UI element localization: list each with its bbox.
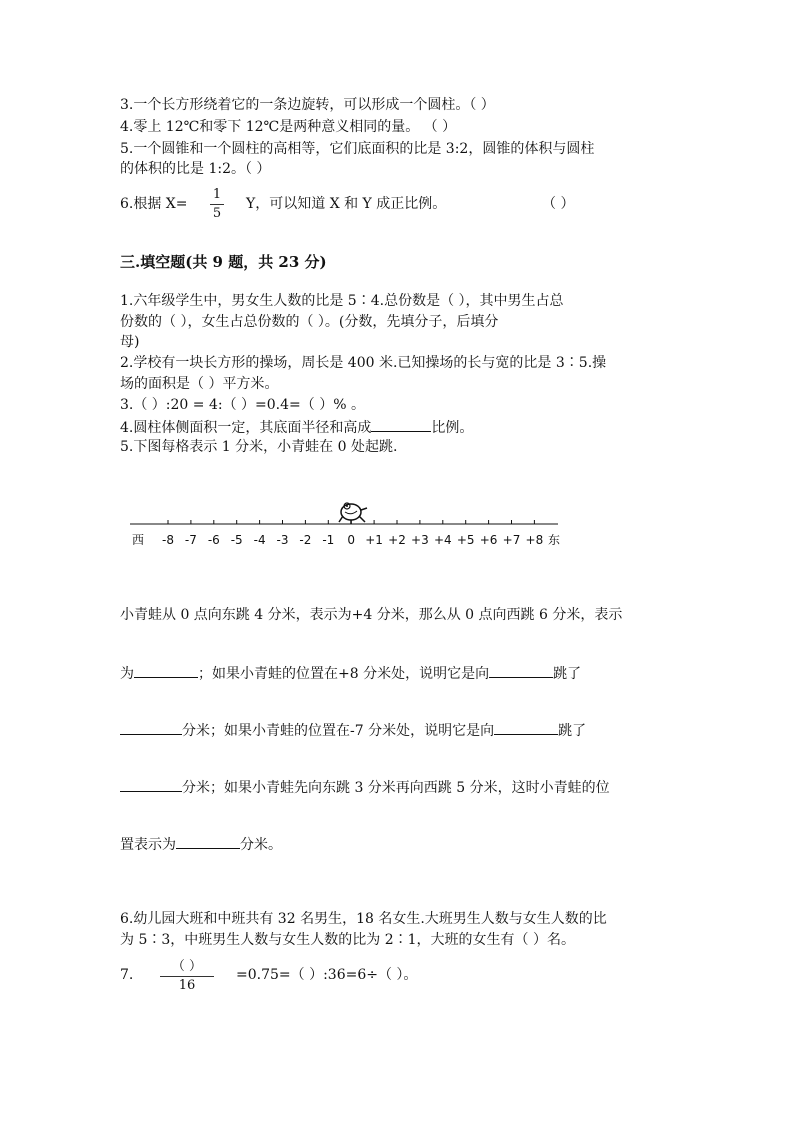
west-label: 西 <box>132 533 145 547</box>
tick-label: -7 <box>184 533 197 547</box>
fill-q3: 3.（ ）:20 = 4:（ ）=0.4=（ ）% 。 <box>120 397 365 413</box>
fill-q5-para4 <box>120 777 610 797</box>
fraction-numerator: 1 <box>212 187 222 202</box>
fill-q4-prefix: 4.圆柱体侧面积一定，其底面半径和高成 <box>120 420 372 436</box>
para2-c: 跳了 <box>553 666 582 682</box>
fill-q1-line2: 份数的（ ），女生占总份数的（ ）。(分数，先填分子，后填分 <box>120 314 499 330</box>
tick-label: -2 <box>299 533 312 547</box>
judge-q6-prefix: 6.根据 X= <box>120 196 188 212</box>
tick-label: +4 <box>433 533 452 547</box>
fill-q2-line2: 场的面积是（ ）平方米。 <box>120 376 279 392</box>
tick-label: +6 <box>479 533 498 547</box>
para3-a: 分米；如果小青蛙的位置在-7 分米处，说明它是向 <box>182 723 495 739</box>
section-title: 三.填空题(共 9 题，共 23 分) <box>120 253 327 271</box>
judge-q6-fraction <box>210 188 224 221</box>
tick-label: 0 <box>347 533 356 547</box>
tick-label: +7 <box>502 533 521 547</box>
para4-a: 分米；如果小青蛙先向东跳 3 分米再向西跳 5 分米，这时小青蛙的位 <box>182 780 610 796</box>
frog-icon <box>339 503 367 524</box>
para2-a: 为 <box>120 666 134 682</box>
tick-label: +1 <box>365 533 383 547</box>
tick-label: -5 <box>230 533 243 547</box>
answer-blank[interactable] <box>371 417 431 432</box>
judge-q6-suffix: Y，可以知道 X 和 Y 成正比例。 <box>246 196 447 212</box>
fill-q7-label: 7. <box>120 967 134 983</box>
answer-blank[interactable] <box>120 777 182 792</box>
tick-label: -3 <box>276 533 289 547</box>
fill-q5-para3 <box>120 720 586 740</box>
fraction-denominator: 16 <box>178 978 196 993</box>
judge-q3: 3.一个长方形绕着它的一条边旋转，可以形成一个圆柱。（ ） <box>120 97 495 113</box>
fraction-numerator: （ ） <box>171 959 203 974</box>
answer-blank[interactable] <box>489 663 553 678</box>
answer-blank[interactable] <box>176 834 240 849</box>
fill-q1-line1: 1.六年级学生中，男女生人数的比是 5∶4.总份数是（ ），其中男生占总 <box>120 293 564 309</box>
judge-q5-line1: 5.一个圆锥和一个圆柱的高相等，它们底面积的比是 3:2，圆锥的体积与圆柱 <box>120 141 595 157</box>
fill-q5: 5.下图每格表示 1 分米，小青蛙在 0 处起跳. <box>120 439 398 455</box>
fill-q7-rest: =0.75=（ ）:36=6÷（ ）。 <box>236 967 418 983</box>
answer-blank[interactable] <box>120 720 182 735</box>
fraction-bar <box>210 204 224 205</box>
fill-q1-line3: 母) <box>120 334 140 350</box>
judge-q4: 4.零上 12℃和零下 12℃是两种意义相同的量。 （ ） <box>120 119 457 135</box>
para5-a: 置表示为 <box>120 837 176 853</box>
fill-q4-suffix: 比例。 <box>431 420 474 436</box>
fill-q2-line1: 2.学校有一块长方形的操场，周长是 400 米.已知操场的长与宽的比是 3∶5.操 <box>120 355 607 371</box>
para2-b: ；如果小青蛙的位置在+8 分米处，说明它是向 <box>198 666 490 682</box>
tick-label: +3 <box>411 533 429 547</box>
answer-blank[interactable] <box>494 720 558 735</box>
tick-label: -1 <box>322 533 335 547</box>
fraction-denominator: 5 <box>212 206 222 221</box>
tick-label: +2 <box>388 533 406 547</box>
tick-label: -4 <box>253 533 266 547</box>
tick-label: -8 <box>162 533 174 547</box>
para5-b: 分米。 <box>240 837 282 853</box>
fill-q6-line1: 6.幼儿园大班和中班共有 32 名男生，18 名女生.大班男生人数与女生人数的比 <box>120 911 607 927</box>
number-line-figure <box>120 490 570 560</box>
answer-blank[interactable] <box>134 663 198 678</box>
fill-q7-fraction <box>160 960 214 993</box>
judge-q5-line2: 的体积的比是 1:2。（ ） <box>120 161 271 177</box>
fill-q6-line2: 为 5∶3，中班男生人数与女生人数的比为 2∶1，大班的女生有（ ）名。 <box>120 932 575 948</box>
fill-q5-para1: 小青蛙从 0 点向东跳 4 分米，表示为+4 分米，那么从 0 点向西跳 6 分米，表示 <box>120 607 623 623</box>
fraction-bar <box>160 976 214 977</box>
para3-b: 跳了 <box>558 723 587 739</box>
fill-q5-para5 <box>120 834 282 854</box>
fill-q4 <box>120 417 473 437</box>
east-label: 东 <box>548 533 561 547</box>
tick-label: +5 <box>456 533 475 547</box>
judge-q6-paren: （ ） <box>542 196 575 212</box>
fill-q5-para2 <box>120 663 581 683</box>
tick-label: +8 <box>525 533 544 547</box>
tick-label: -6 <box>207 533 220 547</box>
